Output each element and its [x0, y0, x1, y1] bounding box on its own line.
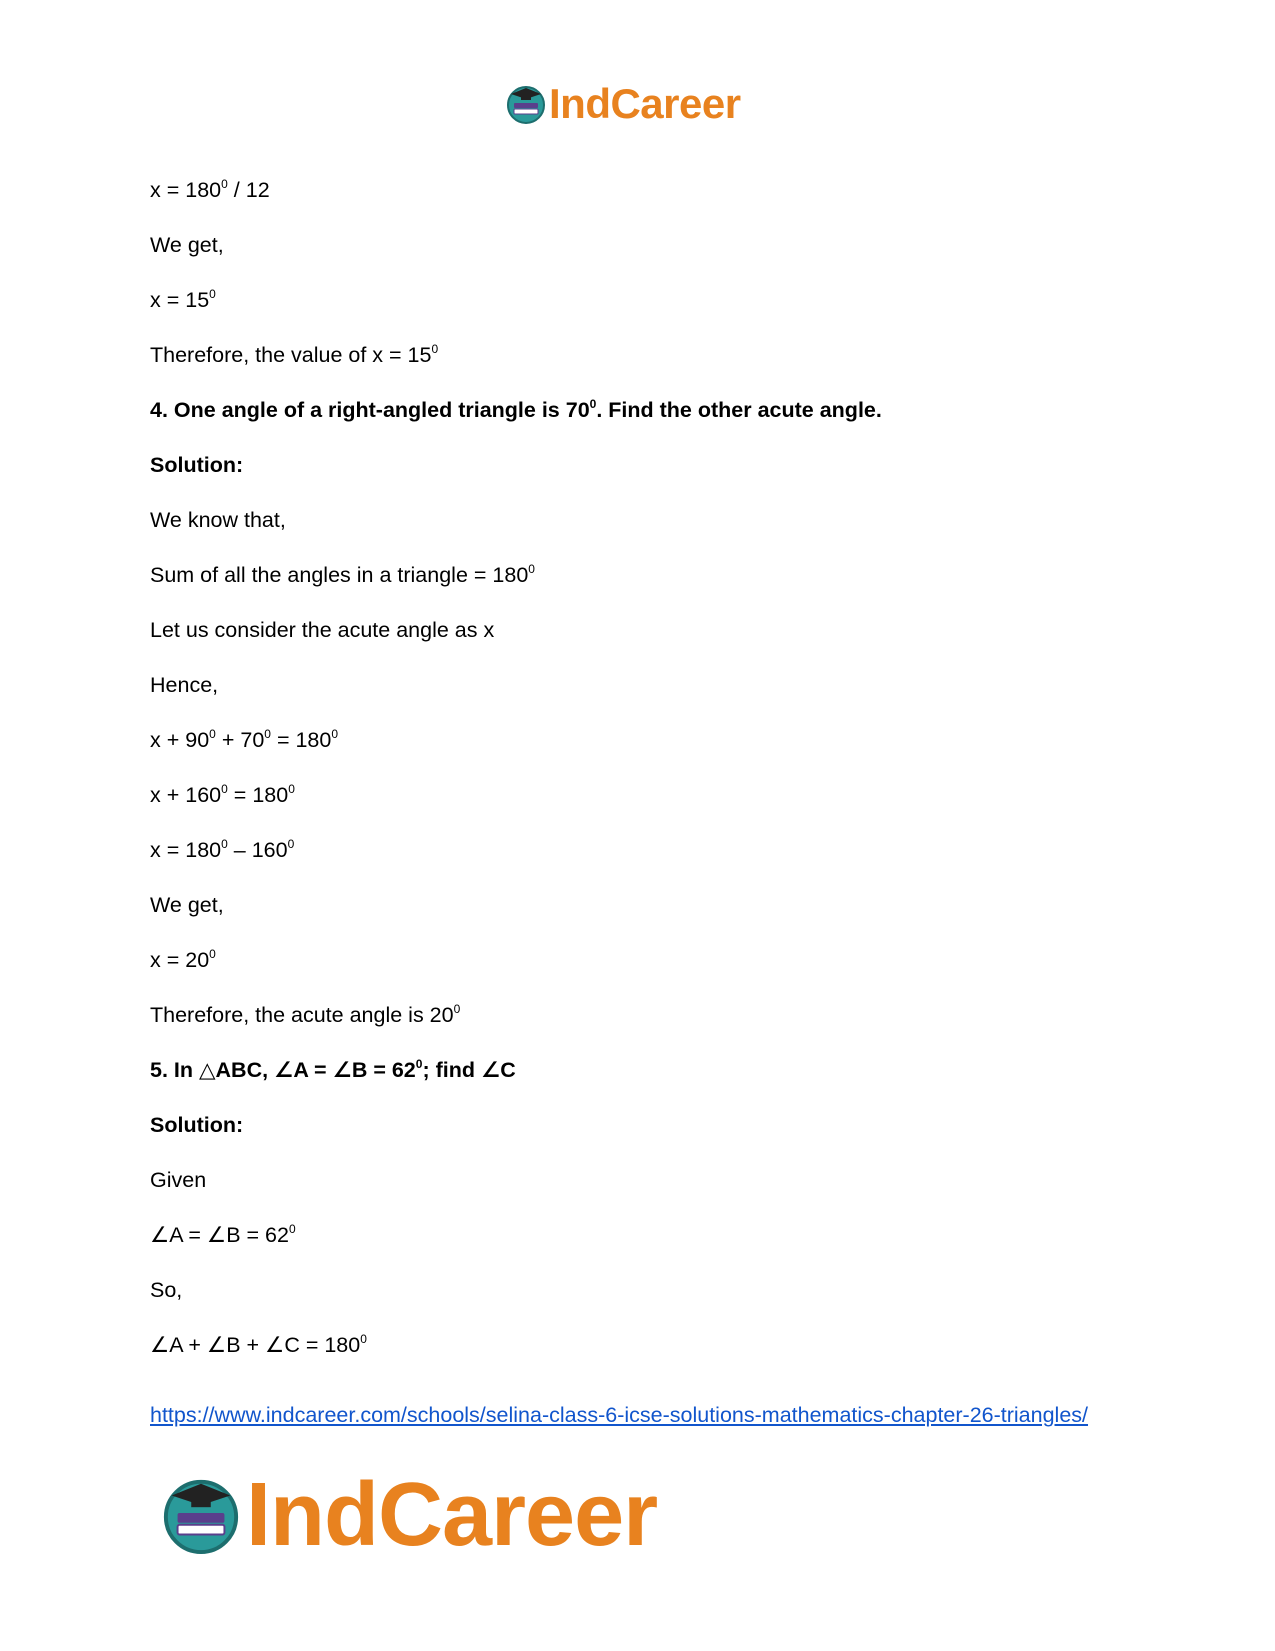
text-segment: = 180 [227, 783, 289, 807]
text-segment: Solution: [150, 1113, 244, 1137]
text-line [150, 1222, 296, 1248]
text-segment: x = 20 [150, 948, 210, 972]
text-segment: Solution: [150, 453, 244, 477]
text-segment: . Find the other acute angle. [596, 398, 882, 422]
degree-superscript: 0 [288, 1222, 296, 1236]
degree-superscript: 0 [209, 727, 216, 741]
footer-logo-text: IndCareer [246, 1464, 658, 1565]
text-segment: – 160 [227, 838, 288, 862]
text-line [150, 1112, 243, 1138]
degree-superscript: 0 [221, 177, 228, 191]
text-segment: So, [150, 1278, 183, 1302]
text-segment: Sum of all the angles in a triangle = 180 [150, 563, 529, 587]
text-line [150, 1167, 206, 1193]
text-segment: x = 15 [150, 288, 210, 312]
text-line [150, 342, 438, 368]
text-segment: x + 90 [150, 728, 210, 752]
text-line [150, 892, 224, 918]
graduation-cap-books-globe-icon [505, 83, 547, 125]
text-line [150, 727, 338, 753]
text-segment: ∠A = ∠B = 62 [150, 1223, 289, 1247]
source-link[interactable]: https://www.indcareer.com/schools/selina-class-6-icse-solutions-mathematics-chapter-26-triangles/ [150, 1403, 1089, 1427]
degree-superscript: 0 [589, 397, 597, 411]
text-line [150, 782, 295, 808]
text-line [150, 1057, 516, 1083]
text-segment: + 70 [215, 728, 265, 752]
degree-superscript: 0 [288, 782, 295, 796]
text-line [150, 947, 216, 973]
text-line [150, 672, 218, 698]
text-segment: x = 180 [150, 178, 222, 202]
text-line [150, 562, 535, 588]
text-segment: 4. One angle of a right-angled triangle is 70 [150, 398, 590, 422]
text-segment: We know that, [150, 508, 286, 532]
degree-superscript: 0 [287, 837, 295, 851]
text-line [150, 232, 224, 258]
header-logo [505, 80, 741, 128]
degree-superscript: 0 [221, 782, 228, 796]
text-segment: ∠A + ∠B + ∠C = 180 [150, 1333, 361, 1357]
text-line [150, 837, 294, 863]
degree-superscript: 0 [264, 727, 271, 741]
text-segment: = 180 [270, 728, 332, 752]
header-logo-text: IndCareer [549, 80, 741, 127]
text-segment: / 12 [227, 178, 270, 202]
graduation-cap-books-globe-icon [160, 1474, 242, 1556]
text-segment: Hence, [150, 673, 219, 697]
text-segment: Therefore, the value of x = 15 [150, 343, 432, 367]
text-line [150, 397, 882, 423]
text-line [150, 287, 216, 313]
text-line [150, 617, 494, 643]
text-line [150, 452, 243, 478]
text-segment: ; find ∠C [422, 1058, 516, 1082]
degree-superscript: 0 [209, 287, 216, 301]
degree-superscript: 0 [360, 1332, 367, 1346]
degree-superscript: 0 [209, 947, 216, 961]
degree-superscript: 0 [415, 1057, 423, 1071]
text-segment: We get, [150, 233, 224, 257]
text-segment: Therefore, the acute angle is 20 [150, 1003, 454, 1027]
degree-superscript: 0 [453, 1002, 461, 1016]
text-segment: 5. In △ABC, ∠A = ∠B = 62 [150, 1058, 416, 1082]
text-segment: We get, [150, 893, 224, 917]
text-line [150, 1002, 460, 1028]
degree-superscript: 0 [528, 562, 535, 576]
footer-logo [160, 1464, 658, 1565]
degree-superscript: 0 [331, 727, 339, 741]
text-line [150, 1277, 182, 1303]
text-segment: x + 160 [150, 783, 222, 807]
text-segment: Given [150, 1168, 207, 1192]
text-line [150, 177, 270, 203]
text-segment: Let us consider the acute angle as x [150, 618, 495, 642]
text-line [150, 507, 286, 533]
degree-superscript: 0 [221, 837, 228, 851]
text-line [150, 1332, 367, 1358]
degree-superscript: 0 [431, 342, 439, 356]
text-segment: x = 180 [150, 838, 222, 862]
